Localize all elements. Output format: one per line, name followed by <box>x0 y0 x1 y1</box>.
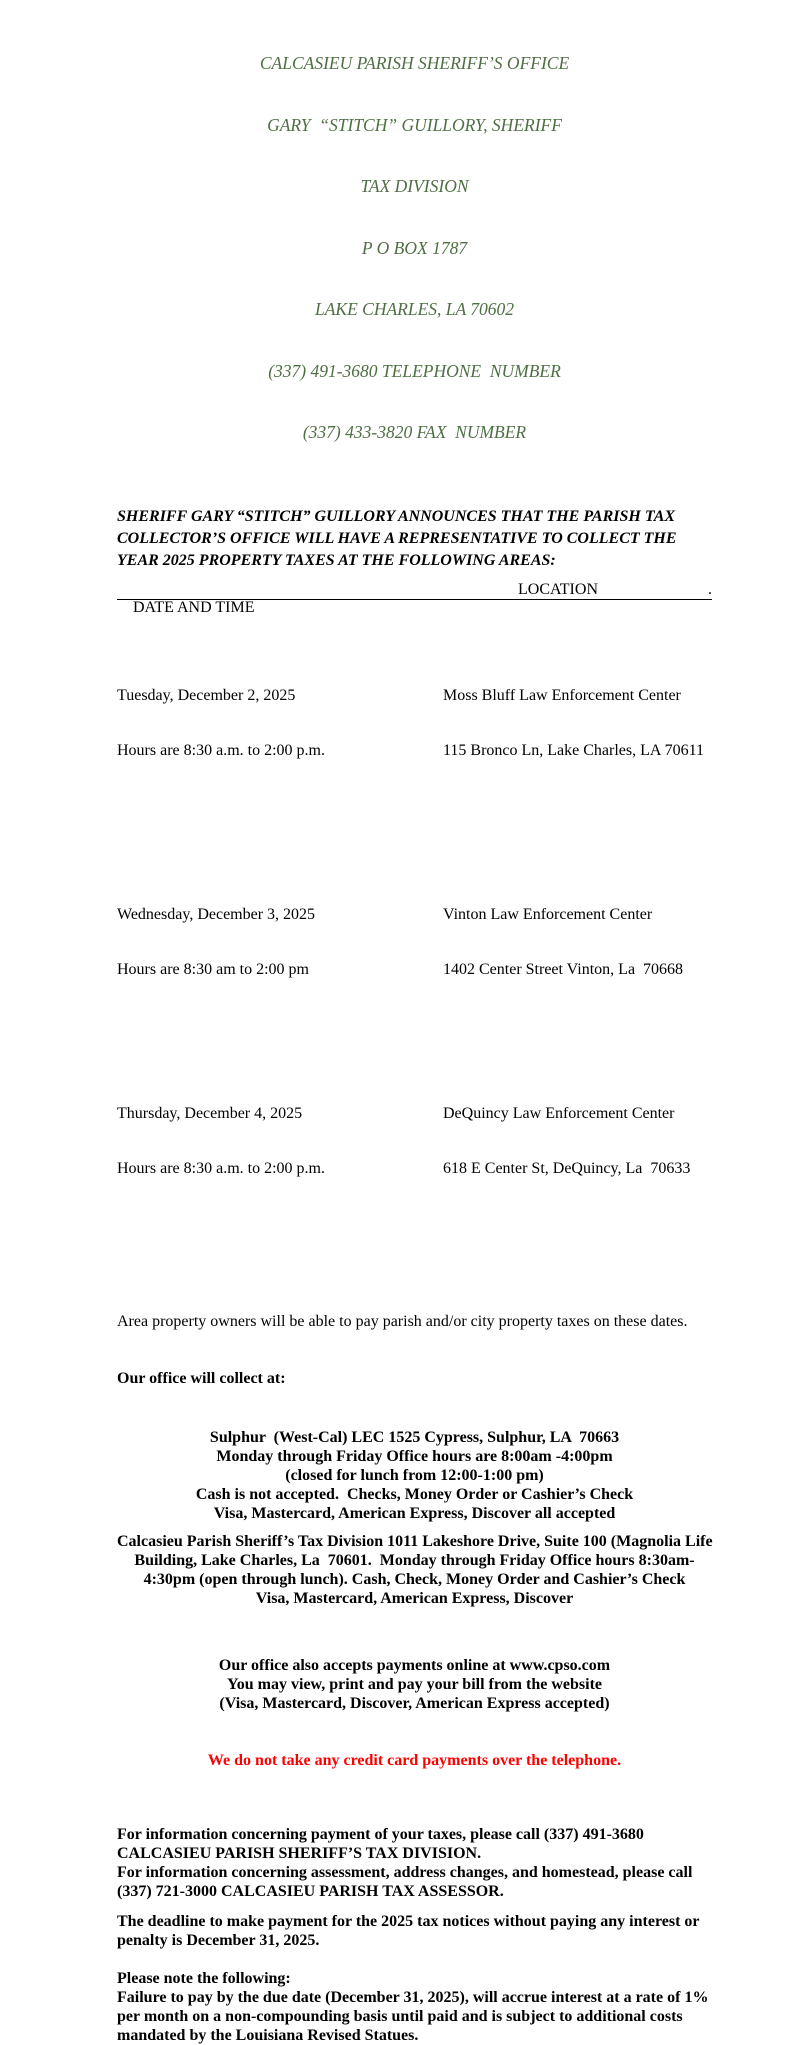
schedule-location-cell <box>443 650 704 798</box>
letterhead-sheriff-name: GARY “STITCH” GUILLORY, SHERIFF <box>267 114 562 135</box>
schedule-hours: Hours are 8:30 am to 2:00 pm <box>117 961 309 978</box>
main-office-info <box>117 1532 712 1608</box>
text-line: The deadline to make payment for the 2025 tax notices without paying any interest or <box>117 1912 700 1930</box>
text-line: per month on a non-compounding basis until paid and is subject to additional costs <box>117 2007 683 2025</box>
letterhead <box>117 12 712 484</box>
text-line: Cash is not accepted. Checks, Money Order or Cashier’s Check <box>195 1485 634 1503</box>
schedule-date: Thursday, December 4, 2025 <box>117 1104 303 1122</box>
letterhead-city-state-zip: LAKE CHARLES, LA 70602 <box>314 299 514 319</box>
schedule-row <box>117 1068 712 1216</box>
schedule-address: 115 Bronco Ln, Lake Charles, LA 70611 <box>443 742 704 759</box>
schedule-address: 618 E Center St, DeQuincy, La 70633 <box>443 1160 691 1177</box>
text-line: YEAR 2025 PROPERTY TAXES AT THE FOLLOWING AREAS: <box>117 551 556 569</box>
deadline-notice <box>117 1912 712 1950</box>
text-line: Visa, Mastercard, American Express, Discover <box>255 1589 574 1607</box>
schedule-location: Moss Bluff Law Enforcement Center <box>443 686 681 704</box>
schedule-date: Tuesday, December 2, 2025 <box>117 686 296 704</box>
schedule-location: DeQuincy Law Enforcement Center <box>443 1104 675 1122</box>
penalty-note <box>117 1969 712 2045</box>
text-line: Please note the following: <box>117 1969 291 1987</box>
schedule-date-cell <box>117 869 443 1017</box>
schedule-hours: Hours are 8:30 a.m. to 2:00 p.m. <box>117 1160 325 1177</box>
date-time-column-label: DATE AND TIME <box>133 598 255 616</box>
intro-section <box>117 1274 712 1426</box>
letterhead-division: TAX DIVISION <box>360 176 469 196</box>
contact-info <box>117 1825 712 1901</box>
text-line: Failure to pay by the due date (December 31, 2025), will accrue interest at a rate of 1% <box>117 1988 709 2006</box>
announcement-paragraph <box>117 506 712 572</box>
schedule-column-header <box>117 580 712 616</box>
text-line: For information concerning payment of your taxes, please call (337) 491-3680 <box>117 1825 644 1843</box>
schedule-location-cell <box>443 869 683 1017</box>
online-payments-lines <box>117 1656 712 1713</box>
schedule-row <box>117 869 712 1017</box>
sulphur-office-info <box>117 1428 712 1523</box>
text-line: Our office also accepts payments online at www.cpso.com <box>218 1656 611 1674</box>
text-line: For information concerning assessment, address changes, and homestead, please call <box>117 1863 693 1881</box>
collect-heading: Our office will collect at: <box>117 1369 286 1387</box>
schedule-address: 1402 Center Street Vinton, La 70668 <box>443 961 684 978</box>
text-line: (closed for lunch from 12:00-1:00 pm) <box>285 1466 544 1484</box>
intro-line: Area property owners will be able to pay parish and/or city property taxes on these dates. <box>117 1312 688 1330</box>
schedule-date-cell <box>117 650 443 798</box>
schedule-location-cell <box>443 1068 690 1216</box>
text-line: SHERIFF GARY “STITCH” GUILLORY ANNOUNCES THAT THE PARISH TAX <box>117 507 676 525</box>
text-line: You may view, print and pay your bill from the website <box>227 1675 602 1693</box>
letterhead-telephone: (337) 491-3680 TELEPHONE NUMBER <box>268 360 561 381</box>
text-line: (337) 721-3000 CALCASIEU PARISH TAX ASSESSOR. <box>117 1882 504 1900</box>
text-line: Monday through Friday Office hours are 8:00am -4:00pm <box>216 1447 613 1465</box>
letterhead-fax: (337) 433-3820 FAX NUMBER <box>302 422 527 442</box>
schedule-location: Vinton Law Enforcement Center <box>443 905 653 923</box>
trailing-period: . <box>708 580 712 598</box>
text-line: Visa, Mastercard, American Express, Discover all accepted <box>213 1504 616 1522</box>
text-line: CALCASIEU PARISH SHERIFF’S TAX DIVISION. <box>117 1844 482 1862</box>
text-line: penalty is December 31, 2025. <box>117 1931 320 1949</box>
text-line: mandated by the Louisiana Revised Statues. <box>117 2026 419 2044</box>
text-line: 4:30pm (open through lunch). Cash, Check, Money Order and Cashier’s Check <box>143 1570 686 1588</box>
text-line: COLLECTOR’S OFFICE WILL HAVE A REPRESENTATIVE TO COLLECT THE <box>117 529 677 547</box>
text-line: Building, Lake Charles, La 70601. Monday through Friday Office hours 8:30am- <box>134 1551 695 1569</box>
letterhead-po-box: P O BOX 1787 <box>361 237 468 258</box>
text-line: (Visa, Mastercard, Discover, American Express accepted) <box>219 1694 610 1712</box>
schedule-table <box>117 613 712 1253</box>
schedule-date: Wednesday, December 3, 2025 <box>117 905 316 923</box>
text-line: Calcasieu Parish Sheriff’s Tax Division 1011 Lakeshore Drive, Suite 100 (Magnolia Life <box>117 1532 713 1550</box>
phone-payment-warning: We do not take any credit card payments over the telephone. <box>207 1751 622 1769</box>
letterhead-office-name: CALCASIEU PARISH SHERIFF’S OFFICE <box>259 53 570 73</box>
schedule-date-cell <box>117 1068 443 1216</box>
online-payments-info <box>117 1618 712 1808</box>
location-column-label: LOCATION <box>518 580 598 598</box>
schedule-hours: Hours are 8:30 a.m. to 2:00 p.m. <box>117 742 325 759</box>
text-line: Sulphur (West-Cal) LEC 1525 Cypress, Sulphur, LA 70663 <box>209 1428 620 1446</box>
schedule-row <box>117 650 712 798</box>
